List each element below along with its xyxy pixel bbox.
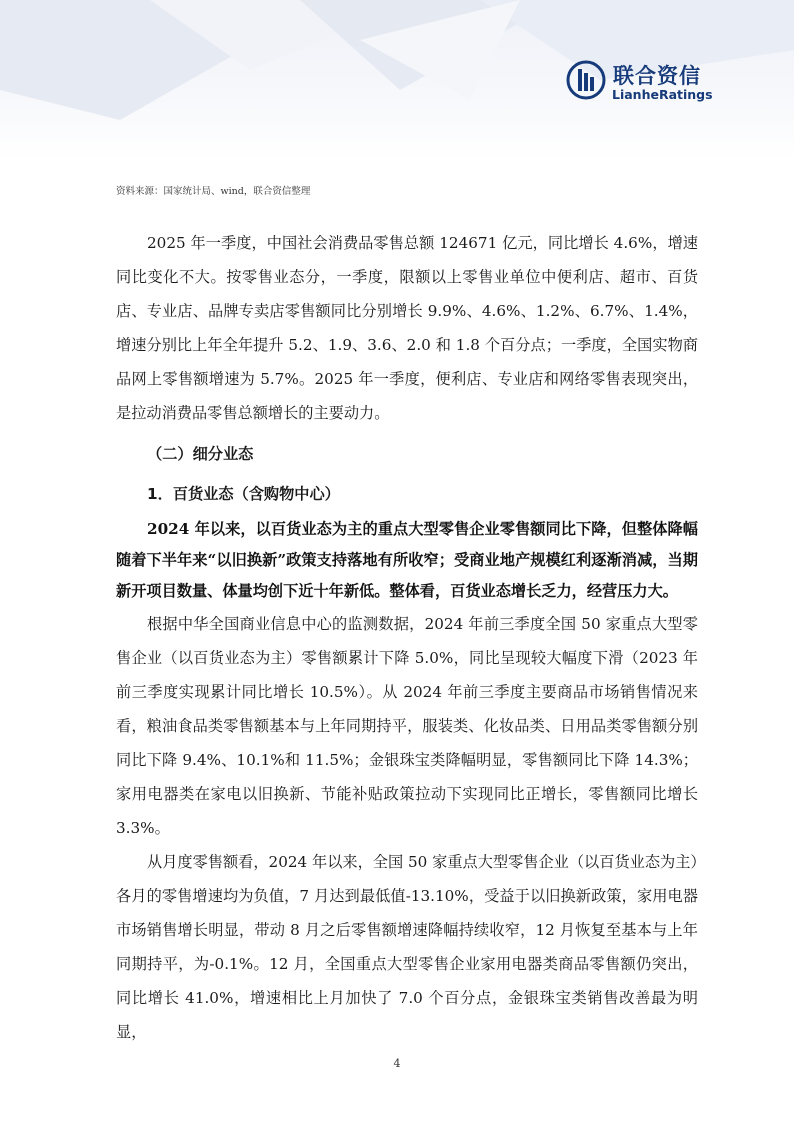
logo-chinese-name: 联合资信 xyxy=(613,64,701,88)
paragraph-monthly-sales: 从月度零售额看，2024 年以来，全国 50 家重点大型零售企业（以百货业态为主）各月的零售增速均为负值，7 月达到最低值-13.10%，受益于以旧换新政策，家用电器市场销售增长明显，带动 8 月之后零售额增速降幅持续收窄，12 月恢复至基本与上年同期持平，为-0.1%。12 月，全国重点大型零售企业家用电器类商品零售额仍突出，同比增长 41.0%，增速相比上月加快了 7.0 个百分点，金银珠宝类销售改善最为明显， xyxy=(116,853,698,1041)
page-number: 4 xyxy=(393,1057,401,1070)
paragraph-retail-q1-2025: 2025 年一季度，中国社会消费品零售总额 124671 亿元，同比增长 4.6%，增速同比变化不大。按零售业态分，一季度，限额以上零售业单位中便利店、超市、百货店、专业店、品牌专卖店零售额同比分别增长 9.9%、4.6%、1.2%、6.7%、1.4%，增速分别比上年全年提升 5.2、1.9、3.6、2.0 和 1.8 个百分点；一季度，全国实物商品网上零售额增速为 5.7%。2025 年一季度，便利店、专业店和网络零售表现突出，是拉动消费品零售总额增长的主要动力。 xyxy=(116,234,698,422)
subsection-heading-department-stores: 1．百货业态（含购物中心） xyxy=(147,485,340,503)
source-note: 资料来源：国家统计局、wind，联合资信整理 xyxy=(116,186,311,197)
logo-english-name: LianheRatings xyxy=(612,87,713,102)
company-logo xyxy=(566,60,726,106)
header-band xyxy=(0,0,794,160)
document-body xyxy=(116,226,698,1049)
section-heading-subsectors: （二）细分业态 xyxy=(147,445,254,463)
logo-mark-icon xyxy=(566,60,606,100)
paragraph-summary-bold: 2024 年以来，以百货业态为主的重点大型零售企业零售额同比下降，但整体降幅随着下半年来“以旧换新”政策支持落地有所收窄；受商业地产规模红利逐渐消减，当期新开项目数量、体量均创下近十年新低。整体看，百货业态增长乏力，经营压力大。 xyxy=(116,520,698,600)
paragraph-monitoring-data: 根据中华全国商业信息中心的监测数据，2024 年前三季度全国 50 家重点大型零售企业（以百货业态为主）零售额累计下降 5.0%，同比呈现较大幅度下滑（2023 年前三季度实现累计同比增长 10.5%）。从 2024 年前三季度主要商品市场销售情况来看，粮油食品类零售额基本与上年同期持平，服装类、化妆品类、日用品类零售额分别同比下降 9.4%、10.1%和 11.5%；金银珠宝类降幅明显，零售额同比下降 14.3%；家用电器类在家电以旧换新、节能补贴政策拉动下实现同比正增长，零售额同比增长 3.3%。 xyxy=(116,615,698,837)
